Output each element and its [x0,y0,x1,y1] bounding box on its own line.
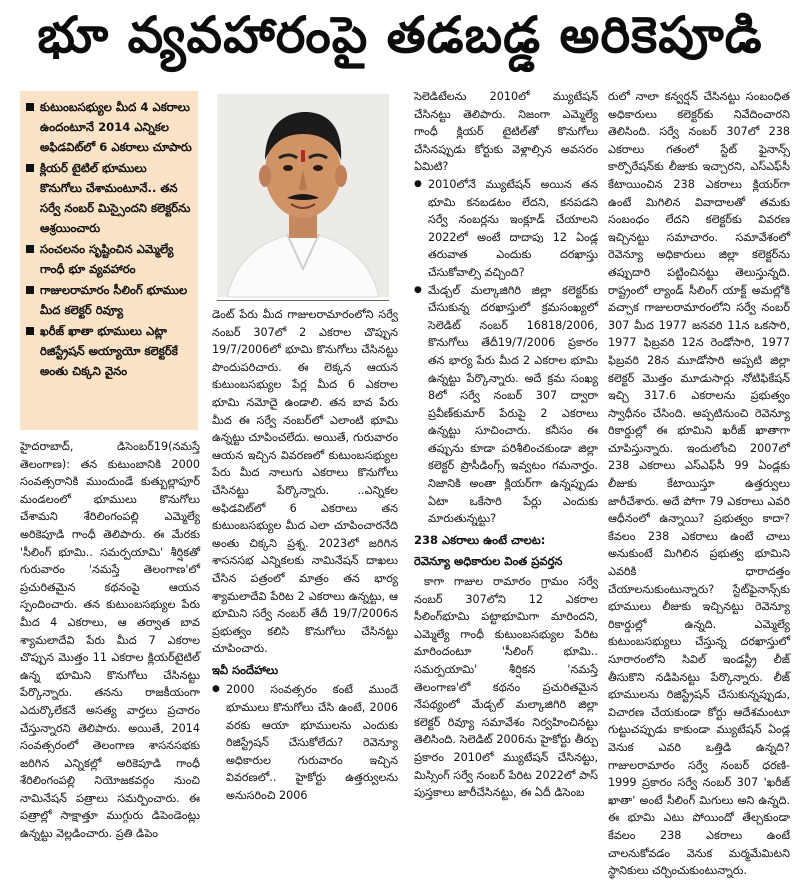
column-3-body: సెలెడిటేలను 2010లో మ్యుటేషన్‌ చేసినట్టు తెలిపారు. నిజంగా ఎమ్మెల్యే గాంధీ క్లియర్‌ టైటిల్‌తో కొనుగోలు చేసినప్పుడు కోర్టుకు వెళ్లాల్సిన అవసరం ఏమిటి? ● 2010లోనే మ్యుటేషన్‌ అయిన తన భూమి కనబడటం లేదని, కనపడని సర్వే నంబర్లను ఇంక్లూడ్‌ చేయాలని 2022లో అంటే దాదాపు 12 ఏండ్ల తరువాత ఎందుకు దరఖాస్తు చేసుకోవాల్సి వచ్చింది? ● మేడ్చల్‌ మల్కాజిగిరి జిల్లా కలెక్టర్‌కు చేసుకున్న దరఖాస్తులో క్రమసంఖ్యలో సెలెడిట్‌ నంబర్‌ 16818/2006, కొనుగోలు తేదీ19/7/2006 ప్రకారం తన భార్య పేరు మీద 2 ఎకరాల భూమి ఉన్నట్టు పేర్కొన్నారు. అదే క్రమ సంఖ్య 8లో సర్వే నంబర్‌ 307 ద్వారా ప్రవీణ్‌కుమార్‌ పేరుపై 2 ఎకరాలు ఉన్నట్టు సూచించారు. కనీసం ఈ తప్పును కూడా పరిశీలించకుండా జిల్లా కలెక్టర్‌ ప్రొసీడింగ్స్‌ ఇవ్వటం గమనార్హం. నిజానికి అంతా క్లియర్‌గా ఉన్నప్పుడు ఏటా ఒకేసారి పేర్లు ఎందుకు మారుతున్నట్టు? 238 ఎకరాలు ఉంటే చాలట: రెవెన్యూ అధికారుల వింత ప్రవర్తన కాగా గాజుల రామారం గ్రామం సర్వే నంబర్‌ 307లోని 12 ఎకరాల సీలింగ్‌భూమి పట్టాభూమిగా మారిందని, ఎమ్మెల్యే గాంధీ కుటుంబసభ్యుల పేరిట మారిందంటూ 'సీలింగ్‌ భూమి.. సమర్పయామి' శీర్షికన 'నమస్తే తెలంగాణ'లో కథనం ప్రచురితమైన నేపథ్యంలో మేడ్చల్‌ మల్కాజిగిరి జిల్లా కలెక్టర్‌ రివ్యూ సమావేశం నిర్వహించినట్టు తెలిసింది. సెలెడిట్‌ 2006ను హైకోర్టు తీర్పు ప్రకారం 2010లో మ్యుటేషన్‌ చేసినట్టు, మిస్సింగ్‌ సర్వే నంబర్‌ పేరిట 2022లో పాస్‌ పుస్తకాలు జారీచేసినట్టు, ఈ ఏదీ డిసెంబ [414,88,598,752]
highlight-item: క్లియర్‌ టైటిల్‌ భూములు కొనుగోలు చేశామంటూనే.. తన సర్వే నంబర్‌ మిస్సైందని కలెక్టర్‌ను ఆశ్రయించారు [26,158,192,238]
col2-subheading: ఇవీ సందేహాలు [212,662,279,677]
highlights-box [20,91,198,430]
bullet-square-icon [26,327,34,335]
column-4-body: రులో నాలా కన్వర్షన్‌ చేసినట్టు సంబంధిత అధికారులు కలెక్టర్‌కు నివేదించారని తెలిసింది. సర్వే నంబర్‌ 307లో 238 ఎకరాలు గతంలో స్టేట్‌ ఫైనాన్స్‌ కార్పొరేషన్‌కు లీజుకు ఇచ్చారని, ఎస్‌ఎఫ్‌సీ కేటాయించిన 238 ఎకరాలు క్లియర్‌గా ఉంటే మిగిలిన వివాదాలతో తమకు సంబంధం లేదని కలెక్టర్‌కు వివరణ ఇచ్చినట్టు సమాచారం. సమావేశంలో రెవెన్యూ అధికారులు జిల్లా కలెక్టర్‌ను తప్పుదారి పట్టించినట్టు తెలుస్తున్నది. రాష్ట్రంలో ల్యాండ్‌ సీలింగ్‌ యాక్ట్‌ అమల్లోకి వచ్చాక గాజులరామారంలోని సర్వే నంబర్‌ 307 మీద 1977 జనవరి 11న ఒకసారి, 1977 ఫిబ్రవరి 12న రెండోసారి, 1977 ఫిబ్రవరి 28న మూడోసారి అప్పటి జిల్లా కలెక్టర్‌ మొత్తం మూడుసార్లు నోటిఫికేషన్‌ ఇచ్చి 317.6 ఎకరాలను ప్రభుత్వం స్వాధీనం చేసింది. అప్పటినుంచి రెవెన్యూ రికార్డుల్లో ఈ భూమిని ఖరీజ్‌ ఖాతాగా చూపిస్తున్నారు. ఇందులోంచి 2007లో 238 ఎకరాలు ఎస్‌ఎఫ్‌సీ 99 ఏండ్లకు లీజుకు కేటాయిస్తూ ఉత్తర్వులు జారీచేశారు. అదే పోగా 79 ఎకరాలు ఎవరి ఆధీనంలో ఉన్నాయి? ప్రభుత్వం కాదా? కేవలం 238 ఎకరాలు ఉంటే చాలు అనుకుంటే మిగిలిన ప్రభుత్వ భూమిని ఎవరికి ధారాదత్తం చేయాలనుకుంటున్నారు? స్టేట్‌ఫైనాన్స్‌కు భూములు లీజుకు ఇచ్చినట్టు రెవెన్యూ రికార్డుల్లో ఉన్నది. ఎమ్మెల్యే కుటుంబసభ్యులు చేస్తున్న దరఖాస్తులో సూరారంలోని సివిల్‌ ఇండస్ట్రీ లీజ్‌ తీసుకొని నడిపినట్టు పేర్కొన్నారు. లీజ్‌ భూములను రిజిస్ట్రేషన్‌ చేసుకున్నప్పుడు, విచారణ చేయకుండా కోర్టు ఆదేశమంటూ గుట్టుచప్పుడు కాకుండా మ్యుటేషన్‌ ఏండ్ల వెనుక ఎవరి ఒత్తిడి ఉన్నది? గాజులరామారం సర్వే నంబర్‌ ధరణి- 1999 ప్రకారం సర్వే నంబర్‌ 307 'ఖరీజ్‌ ఖాతా' అంటే సీలింగ్‌ మిగులు అని ఉన్నది. ఈ భూమి ఎటు పోయిందో తేల్చకుండా కేవలం 238 ఎకరాలు ఉంటే చాలనుకోవడం వెనుక మర్మమేమిటని స్థానికులు చర్చించుకుంటున్నారు. [608,90,790,878]
bullet-square-icon [26,245,34,253]
person-portrait-image [217,94,389,297]
photo-divider [217,300,389,301]
col3-subheading-2: రెవెన్యూ అధికారుల వింత ప్రవర్తన [414,554,563,569]
column-2-body: డెంట్‌ పేరు మీద గాజులరామారంలోని సర్వే నంబర్‌ 307లో 2 ఎకరాల చొప్పున 19/7/2006లో భూమి కొనుగోలు చేసినట్టు పొందుపరిచారు. ఈ లెక్కన ఆయన కుటుంబసభ్యుల పేర్ల మీద 6 ఎకరాల భూమి నమోదై ఉండాలి. తన బావ పేరు మీద ఈ సర్వే నంబర్‌లో ఎలాంటి భూమి ఉన్నట్టు చూపించలేదు. అయితే, గురువారం ఆయన ఇచ్చిన వివరణలో కుటుంబసభ్యుల పేరు మీద నాలుగు ఎకరాలు కొనుగోలు చేసినట్టు పేర్కొన్నారు. ..ఎన్నికల అఫిడవిట్‌లో 6 ఎకరాలు తన కుటుంబసభ్యుల మీద ఎలా చూపించారనేది అంతు చిక్కని ప్రశ్న. 2023లో జరిగిన శాసనసభ ఎన్నికలకు నామినేషన్‌ దాఖలు చేసిన పత్రంలో మాత్రం తన భార్య శ్యామలాదేవి పేరిట 2 ఎకరాలు ఉన్నట్టు, ఆ భూమిని సర్వే నంబర్‌ తేదీ 19/7/2006న ప్రభుత్వం కలిసి కొనుగోలు చేసినట్టు చూపించారు. ఇవీ సందేహాలు ● 2000 సంవత్సరం కంటే ముందే భూములు కొనుగోలు చేసి ఉంటే, 2006 వరకు ఆయా భూములను ఎందుకు రిజిస్ట్రేషన్‌ చేసుకోలేదు? రెవెన్యూ అధికారుల గురువారం ఇచ్చిన వివరణలో.. హైకోర్టు ఉత్తర్వులను అనుసరించి 2006 [212,306,398,752]
portrait-photo [217,94,389,297]
highlight-item: ఖరీజ్‌ ఖాతా భూములు ఎట్లా రిజిస్ట్రేషన్‌ అయ్యాయో కలెక్టర్‌కే అంతు చిక్కని వైనం [26,321,192,381]
highlight-item: కుటుంబసభ్యుల మీద 4 ఎకరాలు ఉందంటూనే 2014 ఎన్నికల అఫిడవిట్‌లో 6 ఎకరాలు చూపారు [26,97,192,157]
col3-bullet: ● మేడ్చల్‌ మల్కాజిగిరి జిల్లా కలెక్టర్‌కు చేసుకున్న దరఖాస్తులో క్రమసంఖ్యలో సెలెడిట్‌ నంబర్‌ 16818/2006, కొనుగోలు తేదీ19/7/2006 ప్రకారం తన భార్య పేరు మీద 2 ఎకరాల భూమి ఉన్నట్టు పేర్కొన్నారు. అదే క్రమ సంఖ్య 8లో సర్వే నంబర్‌ 307 ద్వారా ప్రవీణ్‌కుమార్‌ పేరుపై 2 ఎకరాలు ఉన్నట్టు సూచించారు. కనీసం ఈ తప్పును కూడా పరిశీలించకుండా జిల్లా కలెక్టర్‌ ప్రొసీడింగ్స్‌ ఇవ్వటం గమనార్హం. నిజానికి అంతా క్లియర్‌గా ఉన్నప్పుడు ఏటా ఒకేసారి పేర్లు ఎందుకు మారుతున్నట్టు? [414,282,598,528]
bullet-square-icon [26,103,34,111]
highlight-item: గాజులరామారం సీలింగ్‌ భూముల మీద కలెక్టర్‌ రివ్యూ [26,280,192,320]
column-1-body: హైదరాబాద్‌, డిసెంబర్‌19(నమస్తే తెలంగాణ): తన కుటుంబానికి 2000 సంవత్సరానికి ముందుండే కుత్బుల్లాపూర్‌ మండలంలో భూములు కొనుగోలు చేశామని శేరిలింగంపల్లి ఎమ్మెల్యే అరికెపూడి గాంధీ తెలిపారు. ఈ మేరకు 'సీలింగ్‌ భూమి.. సమర్పయామి' శీర్షికతో గురువారం 'నమస్తే తెలంగాణ'లో ప్రచురితమైన కథనంపై ఆయన స్పందించారు. తన కుటుంబసభ్యుల పేరు మీద 4 ఎకరాలు, ఆ తర్వాత బావ శ్యామలాదేవి పేరు మీద 7 ఎకరాల చొప్పున మొత్తం 11 ఎకరాల క్లియర్‌టైటిల్‌ ఉన్న భూమిని కొనుగోలు చేసినట్టు పేర్కొన్నారు. తనను రాజకీయంగా ఎదుర్కొలేకనే అసత్య వార్తలు ప్రచారం చేస్తున్నారని తెలిపారు. అయితే, 2014 సంవత్సరంలో తెలంగాణ శాసనసభకు జరిగిన ఎన్నికల్లో అరికెపూడి గాంధీ శేరిలింగంపల్లి నియోజకవర్గం నుంచి నామినేషన్‌ పత్రాలు సమర్పించారు. ఈ పత్రాల్లో సాక్షాత్తూ ముగ్గురు డిపెండెంట్లు ఉన్నట్టు వెల్లడించారు. ప్రతి డిపెం [20,440,200,841]
col3-bullet: ● 2010లోనే మ్యుటేషన్‌ అయిన తన భూమి కనబడటం లేదని, కనపడని సర్వే నంబర్లను ఇంక్లూడ్‌ చేయాలని 2022లో అంటే దాదాపు 12 ఏండ్ల తరువాత ఎందుకు దరఖాస్తు చేసుకోవాల్సి వచ్చింది? [414,176,598,282]
highlight-item: సంచలనం సృష్టించిన ఎమ్మెల్యే గాంధీ భూ వ్యవహారం [26,239,192,279]
bullet-square-icon [26,286,34,294]
col2-bullet: ● 2000 సంవత్సరం కంటే ముందే భూములు కొనుగోలు చేసి ఉంటే, 2006 వరకు ఆయా భూములను ఎందుకు రిజిస్ట్రేషన్‌ చేసుకోలేదు? రెవెన్యూ అధికారుల గురువారం ఇచ్చిన వివరణలో.. హైకోర్టు ఉత్తర్వులను అనుసరించి 2006 [212,681,398,804]
headline: భూ వ్యవహారంపై తడబడ్డ అరికెపూడి [37,5,763,64]
bullet-square-icon [26,164,34,172]
col3-subheading-1: 238 ఎకరాలు ఉంటే చాలట: [414,532,546,547]
